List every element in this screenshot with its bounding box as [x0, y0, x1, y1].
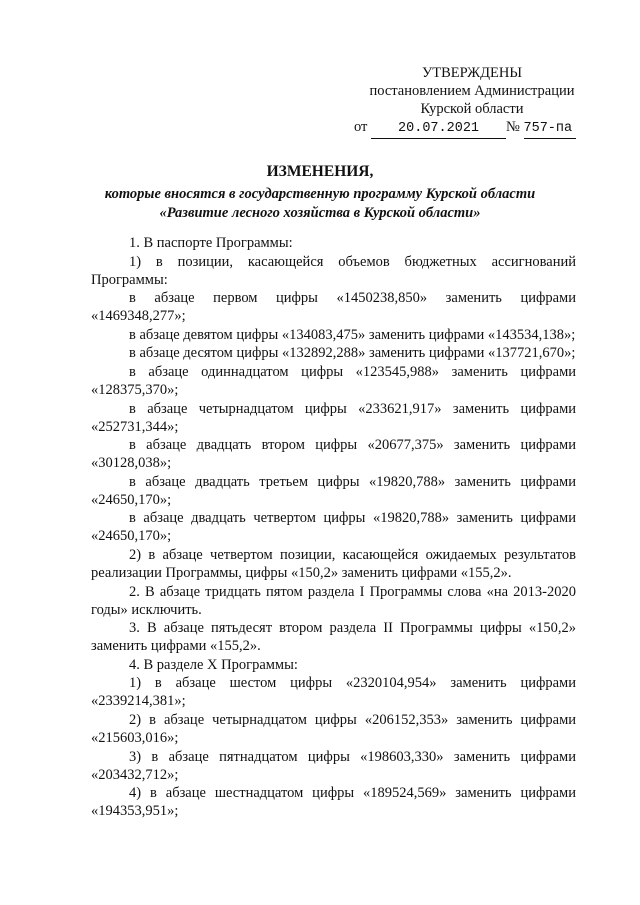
paragraph: в абзаце двадцать четвертом цифры «19820,788» заменить цифрами «24650,170»;	[91, 510, 576, 545]
paragraph: в абзаце первом цифры «1450238,850» заменить цифрами «1469348,277»;	[91, 290, 576, 325]
document-title: ИЗМЕНЕНИЯ,	[266, 163, 374, 180]
paragraph: в абзаце двадцать втором цифры «20677,375» заменить цифрами «30128,038»;	[91, 437, 576, 472]
approval-date-line	[352, 118, 592, 139]
approval-stamp	[352, 64, 592, 139]
paragraph: 1) в позиции, касающейся объемов бюджетных ассигнований Программы:	[91, 253, 576, 288]
paragraph: 4) в абзаце шестнадцатом цифры «189524,569» заменить цифрами «194353,951»;	[91, 785, 576, 820]
document-subtitle-2: «Развитие лесного хозяйства в Курской области»	[159, 205, 481, 221]
document-subtitle-1: которые вносятся в государственную программу Курской области	[104, 186, 536, 202]
paragraph: 2) в абзаце четвертом позиции, касающейся ожидаемых результатов реализации Программы, цифры «150,2» заменить цифрами «155,2».	[91, 546, 576, 581]
paragraph: 2. В абзаце тридцать пятом раздела I Программы слова «на 2013-2020 годы» исключить.	[91, 583, 576, 618]
paragraph: 4. В разделе X Программы:	[129, 656, 298, 673]
number-prefix: №	[506, 119, 520, 135]
paragraph: в абзаце девятом цифры «134083,475» заменить цифрами «143534,138»;	[129, 326, 576, 343]
approval-number: 757-па	[524, 120, 576, 139]
paragraph: в абзаце двадцать третьем цифры «19820,788» заменить цифрами «24650,170»;	[91, 473, 576, 508]
approval-title: УТВЕРЖДЕНЫ	[421, 65, 523, 81]
paragraph: в абзаце одиннадцатом цифры «123545,988» заменить цифрами «128375,370»;	[91, 363, 576, 398]
approval-line-1: постановлением Администрации	[369, 83, 575, 99]
paragraph: 1) в абзаце шестом цифры «2320104,954» заменить цифрами «2339214,381»;	[91, 675, 576, 710]
approval-date: 20.07.2021	[371, 120, 506, 139]
paragraph: в абзаце четырнадцатом цифры «233621,917» заменить цифрами «252731,344»;	[91, 400, 576, 435]
approval-line-2: Курской области	[420, 101, 524, 117]
paragraph: 3) в абзаце пятнадцатом цифры «198603,330» заменить цифрами «203432,712»;	[91, 748, 576, 783]
document-body	[91, 234, 576, 820]
paragraph: 3. В абзаце пятьдесят втором раздела II Программы цифры «150,2» заменить цифрами «155,2».	[91, 620, 576, 655]
paragraph: 2) в абзаце четырнадцатом цифры «206152,353» заменить цифрами «215603,016»;	[91, 711, 576, 746]
date-prefix: от	[354, 119, 368, 135]
paragraph: 1. В паспорте Программы:	[129, 235, 293, 251]
paragraph: в абзаце десятом цифры «132892,288» заменить цифрами «137721,670»;	[129, 345, 576, 362]
